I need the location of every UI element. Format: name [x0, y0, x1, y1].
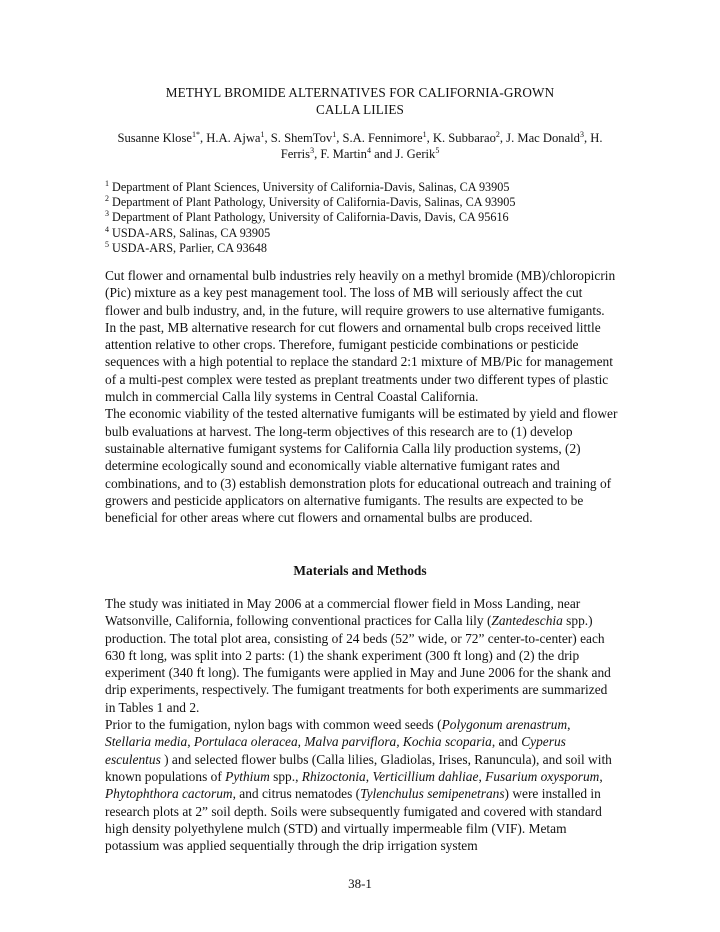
- affiliation-4: [105, 226, 625, 241]
- page-number: 38-1: [348, 876, 372, 891]
- author-superscript: 2: [495, 129, 500, 139]
- affiliation-text: USDA-ARS, Salinas, CA 93905: [109, 225, 271, 240]
- species-name: Polygonum arenastrum: [441, 717, 568, 733]
- author-name: Susanne Klose: [117, 131, 192, 145]
- text-run: ) and selected flower bulbs (Calla lilies, Gladiolas, Irises, Ranuncula), and soil with known populations of: [105, 751, 612, 784]
- text-run: ) were installed in research plots at 2” soil depth. Soils were subsequently fumigated and covered with standard high density polyethylene mulch (STD) and virtually impermeable film (VIF). Metam potassium was applied sequentially through the drip irrigation system: [105, 786, 602, 854]
- species-name: Phytophthora cactorum: [105, 786, 233, 802]
- text-run: The study was initiated in May 2006 at a commercial flower field in Moss Landing, near Watsonville, California, following conventional practices for Calla lily (: [105, 596, 581, 629]
- author-name: , F. Martin: [314, 147, 367, 161]
- affiliation-2: [105, 195, 625, 210]
- species-name: Rhizoctonia: [301, 768, 366, 784]
- affiliation-number: 5: [105, 239, 109, 249]
- text-run: ,: [478, 768, 486, 784]
- affiliation-text: Department of Plant Pathology, University of California-Davis, Salinas, CA 93905: [109, 195, 516, 210]
- species-name: Pythium: [225, 768, 270, 784]
- species-name: Malva parviflora, Kochia scoparia: [304, 734, 492, 750]
- intro-paragraph-1: Cut flower and ornamental bulb industries rely heavily on a methyl bromide (MB)/chloropicrin (Pic) mixture as a key pest management tool. The loss of MB will seriously affect the cut flower and bulb industry, and, in the future, will require growers to use alternative fumigants. In the past, MB alternative research for cut flowers and ornamental bulb crops received little attention relative to other crops. Therefore, fumigant pesticide combinations or pesticide sequences with a high potential to replace the standard 2:1 mixture of MB/Pic for management of a multi-pest complex were tested as preplant treatments under two different types of plastic mulch in commercial Calla lily systems in Central Coastal California.: [105, 268, 616, 405]
- author-name: , S.A. Fennimore: [336, 131, 423, 145]
- species-name: Verticillium dahliae: [372, 768, 479, 784]
- affiliation-text: Department of Plant Pathology, University of California-Davis, Davis, CA 95616: [109, 210, 509, 225]
- affiliation-number: 2: [105, 194, 109, 204]
- text-run: Prior to the fumigation, nylon bags with common weed seeds (: [105, 717, 442, 733]
- author-superscript: 5: [435, 145, 440, 155]
- author-superscript: 3: [310, 145, 315, 155]
- text-run: spp.,: [269, 768, 302, 784]
- author-name: and J. Gerik: [370, 147, 436, 161]
- title-line-1: METHYL BROMIDE ALTERNATIVES FOR CALIFORNIA-GROWN: [165, 85, 555, 100]
- author-name: , H. Ferris: [280, 131, 603, 161]
- text-run: ,: [365, 768, 373, 784]
- species-name: Cyperus esculentus: [105, 734, 566, 767]
- author-superscript: 1*: [191, 129, 200, 139]
- author-name: , J. Mac Donald: [499, 131, 580, 145]
- author-name: , K. Subbarao: [426, 131, 496, 145]
- text-run: spp.) production. The total plot area, consisting of 24 beds (52” wide, or 72” center-to-center) each 630 ft long, was split into 2 parts: (1) the shank experiment (300 ft long) and (2) the drip experiment (340 ft long). The fumigants were applied in May and June 2006 for the shank and drip experiments, respectively. The fumigant treatments for both experiments are summarized in Tables 1 and 2.: [105, 613, 611, 715]
- author-name: , H.A. Ajwa: [199, 131, 261, 145]
- author-superscript: 1: [332, 129, 337, 139]
- affiliation-text: Department of Plant Sciences, University of California-Davis, Salinas, CA 93905: [109, 180, 510, 194]
- affiliation-number: 4: [105, 224, 109, 234]
- text-run: ,: [297, 734, 305, 750]
- author-superscript: 4: [366, 145, 371, 155]
- text-run: , and citrus nematodes (: [232, 786, 361, 802]
- author-superscript: 1: [422, 129, 427, 139]
- affiliation-text: USDA-ARS, Parlier, CA 93648: [109, 240, 267, 255]
- affiliation-number: 1: [105, 178, 109, 188]
- text-run: , and: [491, 734, 522, 750]
- title-line-2: CALLA LILIES: [315, 102, 404, 117]
- methods-section: [105, 595, 619, 854]
- paper-title: [100, 84, 620, 118]
- intro-paragraph-2: The economic viability of the tested alternative fumigants will be estimated by yield and flower bulb evaluations at harvest. The long-term objectives of this research are to (1) develop sustainable alternative fumigant systems for California Calla lily production systems, (2) determine ecologically sound and economically viable alternative fumigant rates and combinations, and to (3) establish demonstration plots for educational outreach and training of growers and pesticide applicators on alternative fumigants. The results are expected to be beneficial for other areas where cut flowers and ornamental bulbs are produced.: [105, 406, 618, 526]
- species-name: Zantedeschia: [491, 613, 563, 629]
- affiliation-3: [105, 210, 625, 225]
- introduction-section: [105, 267, 619, 526]
- author-name: , S. ShemTov: [264, 131, 333, 145]
- text-run: ,: [599, 768, 603, 784]
- affiliation-5: [105, 241, 625, 256]
- author-superscript: 1: [260, 129, 265, 139]
- section-heading: Materials and Methods: [293, 563, 427, 578]
- species-name: Tylenchulus semipenetrans: [360, 786, 505, 802]
- affiliation-list: [105, 180, 625, 256]
- methods-paragraph-1: [105, 595, 619, 716]
- author-list: [104, 130, 616, 162]
- author-superscript: 3: [579, 129, 584, 139]
- species-name: Fusarium oxysporum: [485, 768, 600, 784]
- species-name: Stellaria media: [105, 734, 188, 750]
- affiliation-number: 3: [105, 209, 109, 219]
- text-run: ,: [567, 717, 571, 733]
- methods-paragraph-2: [105, 716, 619, 854]
- text-run: ,: [187, 734, 194, 750]
- species-name: Portulaca oleracea: [193, 734, 298, 750]
- affiliation-1: [105, 180, 625, 195]
